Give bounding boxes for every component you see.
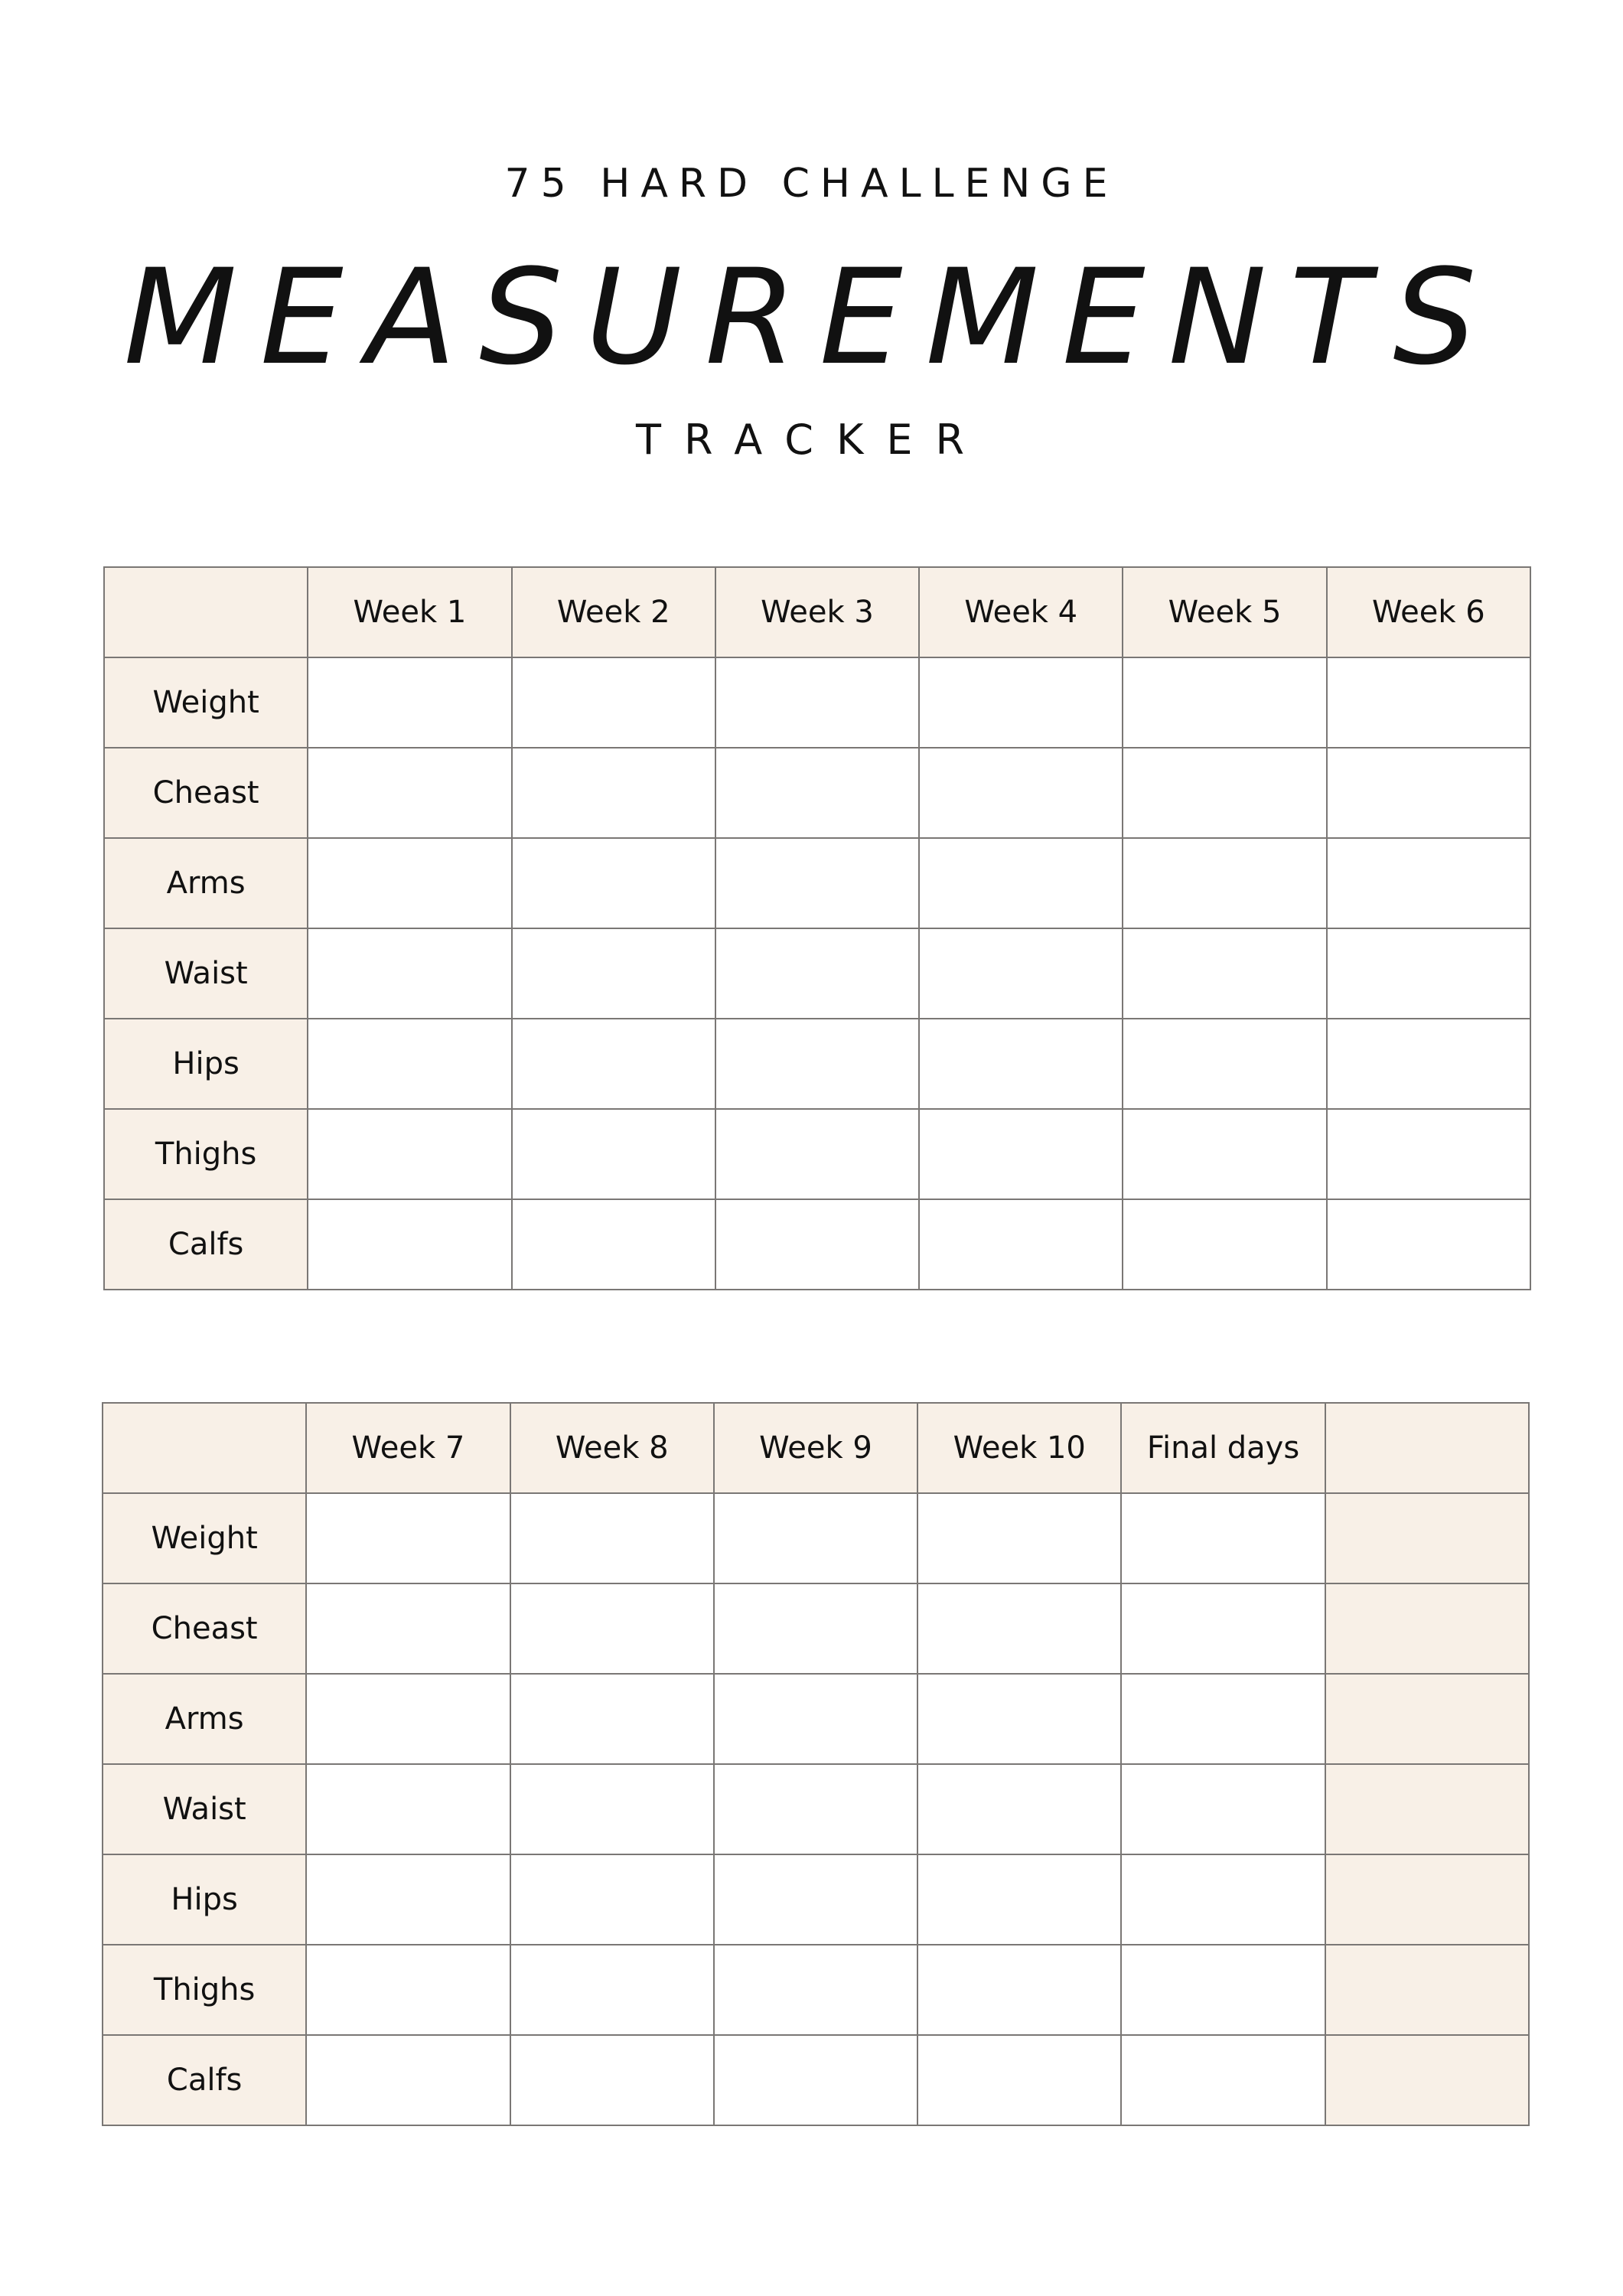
entry-cell[interactable] [306,1674,510,1764]
entry-cell[interactable] [308,838,511,928]
entry-cell[interactable] [919,1019,1123,1109]
unused-cell [1325,1764,1529,1854]
page-title: MEASUREMENTS [123,240,1500,394]
entry-cell[interactable] [512,1019,715,1109]
table-row [104,657,1530,748]
entry-cell[interactable] [306,1764,510,1854]
entry-cell[interactable] [308,748,511,838]
entry-cell[interactable] [1327,1109,1530,1199]
row-label: Arms [104,838,308,928]
entry-cell[interactable] [715,657,919,748]
entry-cell[interactable] [1327,748,1530,838]
header-row [103,1403,1529,1493]
entry-cell[interactable] [512,657,715,748]
entry-cell[interactable] [917,1945,1121,2035]
unused-cell [1325,2035,1529,2125]
entry-cell[interactable] [1123,748,1326,838]
entry-cell[interactable] [1121,1583,1325,1674]
column-header: Week 4 [919,567,1123,657]
unused-cell [1325,1854,1529,1945]
table-row [103,1583,1529,1674]
entry-cell[interactable] [1121,1493,1325,1583]
entry-cell[interactable] [1123,1199,1326,1290]
entry-cell[interactable] [512,838,715,928]
entry-cell[interactable] [1327,838,1530,928]
challenge-kicker: 75 HARD CHALLENGE [504,161,1119,207]
entry-cell[interactable] [1327,928,1530,1019]
column-header: Week 5 [1123,567,1326,657]
entry-cell[interactable] [510,1854,714,1945]
column-header: Week 10 [917,1403,1121,1493]
unused-cell [1325,1945,1529,2035]
table-row [104,1019,1530,1109]
entry-cell[interactable] [714,1674,917,1764]
entry-cell[interactable] [714,1945,917,2035]
entry-cell[interactable] [512,928,715,1019]
entry-cell[interactable] [714,1764,917,1854]
table-row [103,1674,1529,1764]
entry-cell[interactable] [1123,838,1326,928]
entry-cell[interactable] [512,1109,715,1199]
entry-cell[interactable] [714,1583,917,1674]
entry-cell[interactable] [306,1854,510,1945]
table-row [103,2035,1529,2125]
row-label: Cheast [104,748,308,838]
unused-cell [1325,1493,1529,1583]
table-row [103,1854,1529,1945]
entry-cell[interactable] [306,1945,510,2035]
entry-cell[interactable] [308,928,511,1019]
row-label: Thighs [103,1945,306,2035]
unused-cell [1325,1583,1529,1674]
unused-cell [1325,1674,1529,1764]
table-row [104,1109,1530,1199]
entry-cell[interactable] [919,748,1123,838]
corner-cell [103,1403,306,1493]
entry-cell[interactable] [1327,1199,1530,1290]
entry-cell[interactable] [510,1764,714,1854]
entry-cell[interactable] [510,2035,714,2125]
entry-cell[interactable] [919,1109,1123,1199]
entry-cell[interactable] [917,1674,1121,1764]
table-row [103,1493,1529,1583]
entry-cell[interactable] [714,2035,917,2125]
column-header: Week 8 [510,1403,714,1493]
corner-cell [104,567,308,657]
column-header: Week 2 [512,567,715,657]
row-label: Thighs [104,1109,308,1199]
column-header: Final days [1121,1403,1325,1493]
entry-cell[interactable] [917,1854,1121,1945]
table-row [104,928,1530,1019]
entry-cell[interactable] [1327,657,1530,748]
entry-cell[interactable] [1123,928,1326,1019]
entry-cell[interactable] [715,1109,919,1199]
entry-cell[interactable] [715,1199,919,1290]
entry-cell[interactable] [306,1583,510,1674]
entry-cell[interactable] [917,1493,1121,1583]
entry-cell[interactable] [306,2035,510,2125]
entry-cell[interactable] [512,1199,715,1290]
column-header: Week 6 [1327,567,1530,657]
row-label: Waist [103,1764,306,1854]
entry-cell[interactable] [714,1493,917,1583]
entry-cell[interactable] [1121,1854,1325,1945]
entry-cell[interactable] [308,1109,511,1199]
entry-cell[interactable] [919,838,1123,928]
entry-cell[interactable] [919,657,1123,748]
entry-cell[interactable] [510,1583,714,1674]
entry-cell[interactable] [919,928,1123,1019]
column-header: Week 1 [308,567,511,657]
table-row [104,1199,1530,1290]
row-label: Hips [104,1019,308,1109]
entry-cell[interactable] [714,1854,917,1945]
row-label: Arms [103,1674,306,1764]
entry-cell[interactable] [308,657,511,748]
entry-cell[interactable] [917,1583,1121,1674]
table-row [103,1764,1529,1854]
entry-cell[interactable] [512,748,715,838]
measurements-table-weeks-7-final [102,1402,1530,2126]
entry-cell[interactable] [1121,2035,1325,2125]
entry-cell[interactable] [1121,1945,1325,2035]
page-subtitle: TRACKER [635,416,988,464]
table-row [104,838,1530,928]
entry-cell[interactable] [1327,1019,1530,1109]
column-header: Week 9 [714,1403,917,1493]
column-header: Week 3 [715,567,919,657]
entry-cell[interactable] [306,1493,510,1583]
entry-cell[interactable] [715,838,919,928]
entry-cell[interactable] [919,1199,1123,1290]
entry-cell[interactable] [1123,1109,1326,1199]
entry-cell[interactable] [308,1019,511,1109]
row-label: Calfs [104,1199,308,1290]
row-label: Weight [104,657,308,748]
entry-cell[interactable] [917,2035,1121,2125]
table-row [104,748,1530,838]
entry-cell[interactable] [1123,1019,1326,1109]
row-label: Cheast [103,1583,306,1674]
header-row [104,567,1530,657]
entry-cell[interactable] [715,928,919,1019]
entry-cell[interactable] [308,1199,511,1290]
entry-cell[interactable] [715,1019,919,1109]
entry-cell[interactable] [510,1945,714,2035]
column-header [1325,1403,1529,1493]
entry-cell[interactable] [917,1764,1121,1854]
entry-cell[interactable] [1121,1764,1325,1854]
row-label: Calfs [103,2035,306,2125]
row-label: Weight [103,1493,306,1583]
measurements-table-weeks-1-6 [103,566,1531,1290]
entry-cell[interactable] [1123,657,1326,748]
entry-cell[interactable] [1121,1674,1325,1764]
row-label: Hips [103,1854,306,1945]
row-label: Waist [104,928,308,1019]
entry-cell[interactable] [510,1674,714,1764]
entry-cell[interactable] [510,1493,714,1583]
column-header: Week 7 [306,1403,510,1493]
table-row [103,1945,1529,2035]
entry-cell[interactable] [715,748,919,838]
